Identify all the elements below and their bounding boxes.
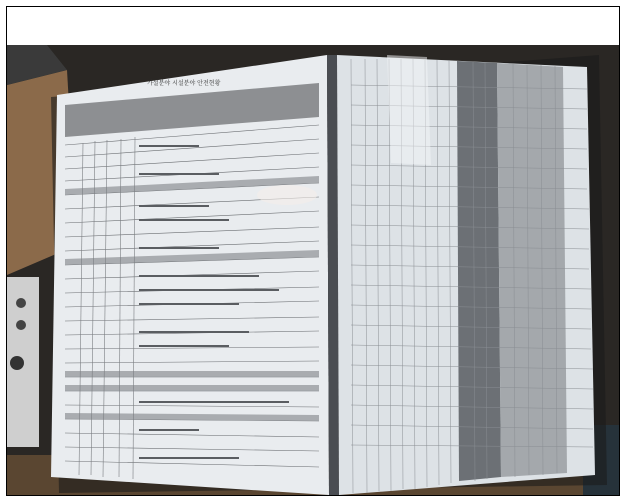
binder-spine bbox=[327, 55, 339, 496]
photo-scene bbox=[7, 45, 619, 496]
photo bbox=[7, 45, 619, 496]
left-page-title: 가설분야 시설분야 안전현황 bbox=[147, 80, 221, 87]
right-page-dark-band bbox=[457, 61, 501, 481]
blank-header-bar bbox=[7, 7, 619, 46]
image-frame bbox=[6, 6, 620, 496]
